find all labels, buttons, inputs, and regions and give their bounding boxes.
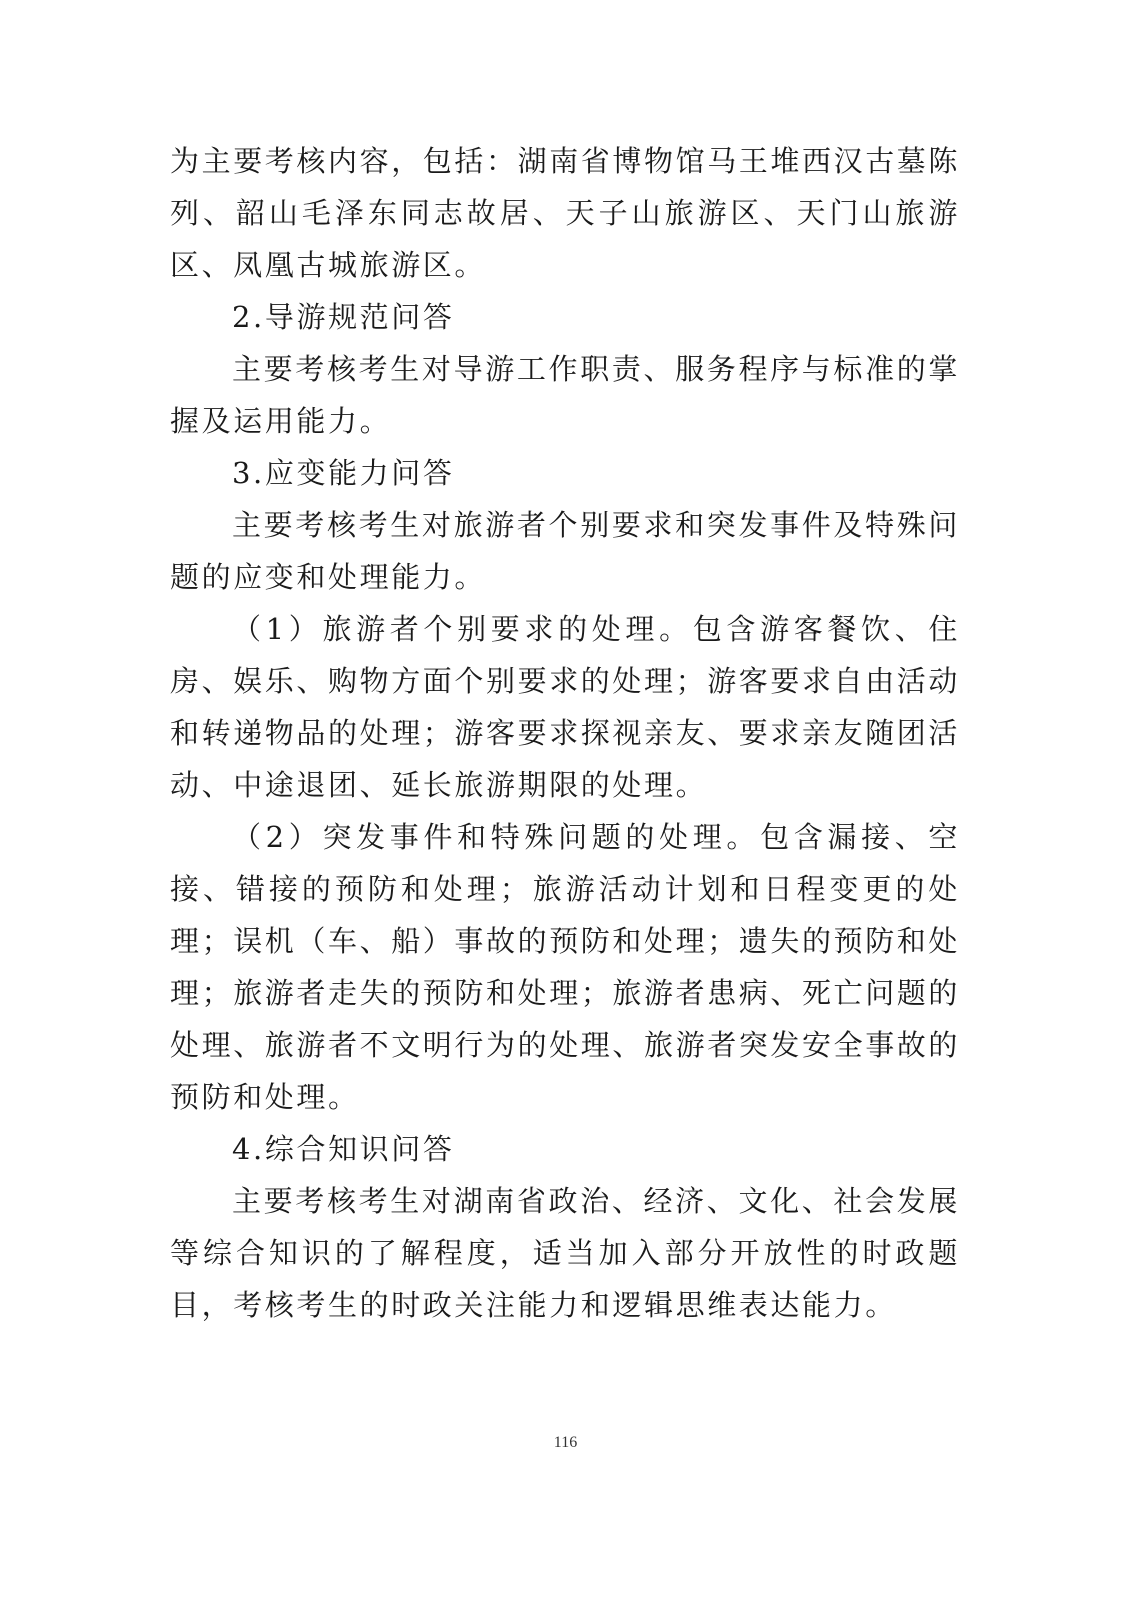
section-heading-general-knowledge: 4.综合知识问答	[232, 1132, 455, 1166]
continuation-paragraph: 为主要考核内容，包括：湖南省博物馆马王堆西汉古墓陈列、韶山毛泽东同志故居、天子山旅游区、天门山旅游区、凤凰古城旅游区。	[170, 144, 961, 282]
general-knowledge-paragraph: 主要考核考生对湖南省政治、经济、文化、社会发展等综合知识的了解程度，适当加入部分开放性的时政题目，考核考生的时政关注能力和逻辑思维表达能力。	[170, 1184, 960, 1322]
section-heading-guide-norms: 2.导游规范问答	[232, 300, 455, 334]
document-body	[170, 135, 960, 1331]
emergencies-item: （2）突发事件和特殊问题的处理。包含漏接、空接、错接的预防和处理；旅游活动计划和日程变更的处理；误机（车、船）事故的预防和处理；遗失的预防和处理；旅游者走失的预防和处理；旅游者患病、死亡问题的处理、旅游者不文明行为的处理、旅游者突发安全事故的预防和处理。	[170, 820, 961, 1114]
adaptability-paragraph: 主要考核考生对旅游者个别要求和突发事件及特殊问题的应变和处理能力。	[170, 508, 960, 594]
section-heading-adaptability: 3.应变能力问答	[232, 456, 455, 490]
page-number: 116	[553, 1434, 578, 1451]
guide-norms-paragraph: 主要考核考生对导游工作职责、服务程序与标准的掌握及运用能力。	[170, 352, 960, 438]
individual-requests-item: （1）旅游者个别要求的处理。包含游客餐饮、住房、娱乐、购物方面个别要求的处理；游客要求自由活动和转递物品的处理；游客要求探视亲友、要求亲友随团活动、中途退团、延长旅游期限的处理。	[170, 612, 961, 802]
